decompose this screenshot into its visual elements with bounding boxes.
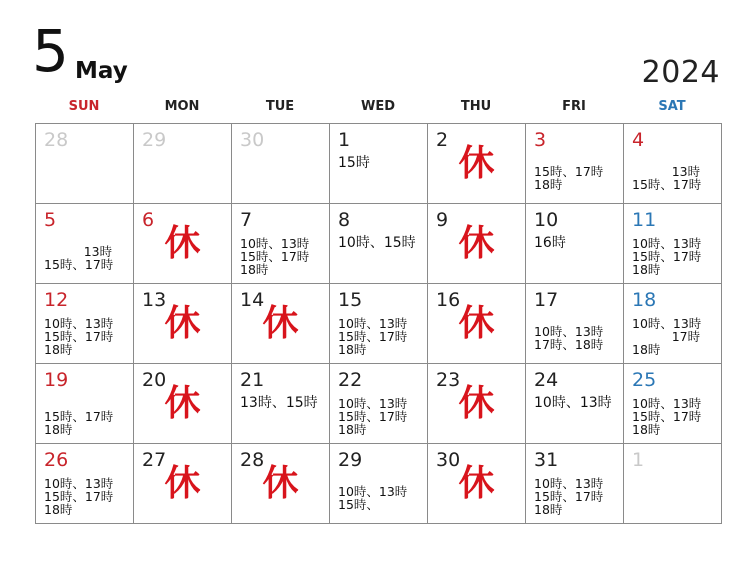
calendar-week-row [36,364,722,444]
closed-mark: 休 [458,143,495,184]
time-slots: 16時 [534,235,566,251]
calendar-day-cell[interactable] [232,364,330,444]
calendar-day-cell[interactable] [134,284,232,364]
calendar-day-cell[interactable] [428,444,526,524]
time-slots: 15時 [338,155,370,171]
day-number: 21 [240,369,265,391]
day-number: 1 [632,449,645,471]
day-number: 20 [142,369,167,391]
calendar-day-cell[interactable] [526,284,624,364]
day-number: 17 [534,289,559,311]
calendar-day-cell[interactable] [526,124,624,204]
closed-mark: 休 [262,303,299,344]
weekday-mon: MON [164,99,200,114]
calendar-day-cell[interactable] [624,284,722,364]
calendar-day-cell[interactable] [134,204,232,284]
calendar-day-cell[interactable] [526,204,624,284]
calendar-day-cell[interactable] [134,124,232,204]
calendar-day-cell[interactable] [232,204,330,284]
day-number: 18 [632,289,657,311]
calendar-day-cell[interactable] [36,364,134,444]
day-number: 31 [534,449,559,471]
closed-mark: 休 [164,463,201,504]
calendar-day-cell[interactable] [36,124,134,204]
day-number: 16 [436,289,461,311]
calendar-day-cell[interactable] [428,124,526,204]
day-number: 11 [632,209,657,231]
calendar-day-cell[interactable] [232,124,330,204]
calendar-week-row [36,284,722,364]
day-number: 2 [436,129,449,151]
closed-mark: 休 [164,223,201,264]
time-slots: 10時、13時 15時、17時 18時 [632,396,702,437]
calendar-day-cell[interactable] [330,284,428,364]
day-number: 19 [44,369,69,391]
calendar-day-cell[interactable] [428,204,526,284]
day-number: 7 [240,209,253,231]
time-slots: 10時、13時 17時 18時 [632,316,702,357]
day-number: 26 [44,449,69,471]
day-number: 6 [142,209,155,231]
time-slots: 13時 15時、17時 [44,244,114,272]
calendar-day-cell[interactable] [526,444,624,524]
time-slots: 15時、17時 18時 [44,409,114,437]
calendar-day-cell[interactable] [624,364,722,444]
time-slots: 10時、13時 15時、17時 18時 [534,476,604,517]
time-slots: 10時、13時 15時、17時 18時 [632,236,702,277]
day-number: 23 [436,369,461,391]
time-slots: 10時、13時 15時、17時 18時 [338,396,408,437]
calendar-day-cell[interactable] [330,364,428,444]
closed-mark: 休 [262,463,299,504]
time-slots: 13時 15時、17時 [632,164,702,192]
calendar-grid [35,123,722,524]
day-number: 27 [142,449,167,471]
time-slots: 10時、13時 15時、17時 18時 [240,236,310,277]
time-slots: 13時、15時 [240,395,318,411]
calendar-day-cell[interactable] [232,284,330,364]
calendar-day-cell[interactable] [624,124,722,204]
time-slots: 10時、13時 15時、17時 18時 [44,316,114,357]
calendar-day-cell[interactable] [330,204,428,284]
day-number: 8 [338,209,351,231]
calendar-day-cell[interactable] [624,204,722,284]
day-number: 9 [436,209,449,231]
closed-mark: 休 [458,463,495,504]
calendar-day-cell[interactable] [428,284,526,364]
day-number: 29 [338,449,363,471]
calendar-day-cell[interactable] [526,364,624,444]
calendar-week-row [36,124,722,204]
time-slots: 10時、15時 [338,235,416,251]
calendar-day-cell[interactable] [36,204,134,284]
closed-mark: 休 [164,383,201,424]
day-number: 22 [338,369,363,391]
closed-mark: 休 [458,223,495,264]
calendar-day-cell[interactable] [232,444,330,524]
closed-mark: 休 [458,383,495,424]
calendar-day-cell[interactable] [624,444,722,524]
closed-mark: 休 [458,303,495,344]
time-slots: 10時、13時 [534,395,612,411]
calendar-day-cell[interactable] [134,364,232,444]
calendar-day-cell[interactable] [330,124,428,204]
weekday-sun: SUN [68,99,100,114]
weekday-wed: WED [360,99,395,114]
time-slots: 15時、17時 18時 [534,164,604,192]
day-number: 28 [44,129,69,151]
time-slots: 10時、13時 17時、18時 [534,324,604,352]
day-number: 3 [534,129,547,151]
weekday-sat: SAT [658,99,686,114]
calendar-day-cell[interactable] [36,444,134,524]
day-number: 30 [436,449,461,471]
weekday-header [35,99,721,114]
calendar-day-cell[interactable] [330,444,428,524]
calendar-day-cell[interactable] [428,364,526,444]
calendar-day-cell[interactable] [134,444,232,524]
weekday-tue: TUE [265,99,295,114]
day-number: 10 [534,209,559,231]
time-slots: 10時、13時 15時、17時 18時 [338,316,408,357]
closed-mark: 休 [164,303,201,344]
day-number: 4 [632,129,645,151]
year-label: 2024 [641,55,720,90]
weekday-fri: FRI [562,99,586,114]
day-number: 5 [44,209,57,231]
day-number: 1 [338,129,351,151]
day-number: 28 [240,449,265,471]
day-number: 24 [534,369,559,391]
month-name: May [75,58,128,84]
weekday-thu: THU [460,99,492,114]
time-slots: 10時、13時 15時、 [338,484,408,512]
day-number: 15 [338,289,363,311]
calendar-week-row [36,444,722,524]
calendar-week-row [36,204,722,284]
day-number: 13 [142,289,167,311]
day-number: 12 [44,289,69,311]
day-number: 30 [240,129,265,151]
day-number: 29 [142,129,167,151]
day-number: 25 [632,369,657,391]
time-slots: 10時、13時 15時、17時 18時 [44,476,114,517]
calendar-day-cell[interactable] [36,284,134,364]
day-number: 14 [240,289,265,311]
month-number: 5 [32,17,69,85]
